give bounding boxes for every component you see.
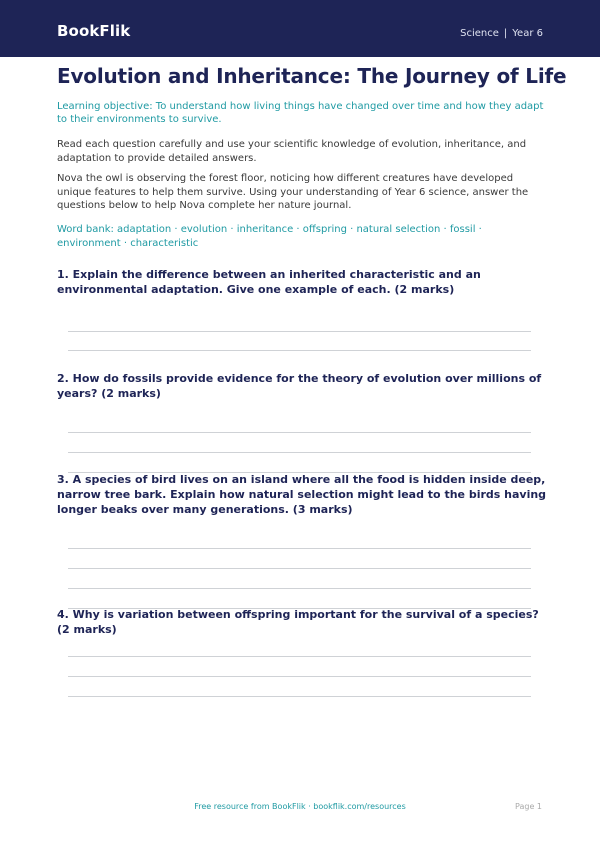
question-1: 1. Explain the difference between an inherited characteristic and an environmental adaptation. Give one example of each. (2 marks) <box>57 268 481 296</box>
page-header <box>0 0 600 57</box>
answer-line[interactable] <box>68 548 531 549</box>
scenario-text: Nova the owl is observing the forest floor, noticing how different creatures have developed unique features to help them survive. Using your understanding of Year 6 science, answer the questions below to help Nova complete her nature journal. <box>57 173 529 211</box>
separator: | <box>503 28 508 39</box>
answer-line[interactable] <box>68 696 531 697</box>
subject-label: Science <box>460 28 499 39</box>
page-title: Evolution and Inheritance: The Journey of Life <box>57 64 567 88</box>
answer-line[interactable] <box>68 676 531 677</box>
footer-credit: Free resource from BookFlik · bookflik.com/resources <box>194 802 406 811</box>
answer-line[interactable] <box>68 350 531 351</box>
question-4: 4. Why is variation between offspring important for the survival of a species? (2 marks) <box>57 608 539 636</box>
learning-objective: Learning objective: To understand how living things have changed over time and how they adapt to their environments to survive. <box>57 101 544 125</box>
page-number: Page 1 <box>515 802 542 811</box>
question-2: 2. How do fossils provide evidence for the theory of evolution over millions of years? (2 marks) <box>57 372 542 400</box>
subject-year <box>460 28 543 39</box>
answer-line[interactable] <box>68 656 531 657</box>
answer-line[interactable] <box>68 331 531 332</box>
answer-line[interactable] <box>68 432 531 433</box>
answer-line[interactable] <box>68 452 531 453</box>
answer-line[interactable] <box>68 568 531 569</box>
brand-logo: BookFlik <box>57 22 131 40</box>
year-label: Year 6 <box>512 28 543 39</box>
question-3: 3. A species of bird lives on an island where all the food is hidden inside deep, narrow tree bark. Explain how natural selection might lead to the birds having longer beaks over many generations. (3 marks) <box>57 473 547 516</box>
word-bank: Word bank: adaptation · evolution · inheritance · offspring · natural selection · fossil · environment · characteristic <box>57 224 482 249</box>
answer-line[interactable] <box>68 588 531 589</box>
instructions-text: Read each question carefully and use your scientific knowledge of evolution, inheritance, and adaptation to provide detailed answers. <box>57 139 527 164</box>
